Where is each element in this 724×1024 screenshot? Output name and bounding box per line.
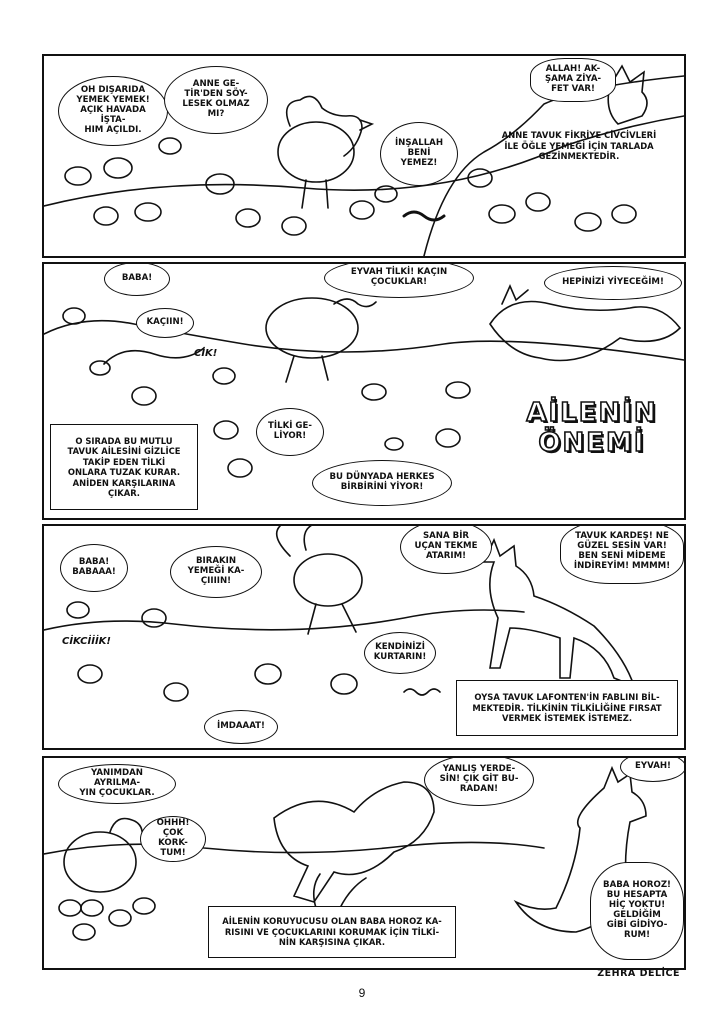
- title-line: ÖNEMİ: [538, 428, 646, 458]
- fox-speech-bubble: TAVUK KARDEŞ! NE GÜZEL SESİN VAR! BEN SENİ MİDEME İNDİREYİM! MMMM!: [560, 524, 684, 584]
- panel-1: [42, 54, 686, 258]
- chick-speech-bubble: BIRAKIN YEMEĞİ KA- ÇIIIIN!: [170, 546, 262, 598]
- panel-2: [42, 262, 686, 520]
- panel-3: [42, 524, 686, 750]
- panel-4: [42, 756, 686, 970]
- chick-speech-bubble: ANNE GE- TİR'DEN SÖY- LESEK OLMAZ MI?: [164, 66, 268, 134]
- artist-signature: ZEHRA DELİCE: [597, 968, 680, 979]
- chick-speech-bubble: TİLKİ GE- LİYOR!: [256, 408, 324, 456]
- narration-caption: O SIRADA BU MUTLU TAVUK AİLESİNİ GİZLİCE TAKİP EDEN TİLKİ ONLARA TUZAK KURAR. ANİDEN KARŞILARINA ÇIKAR.: [50, 424, 198, 510]
- narration-caption: OYSA TAVUK LAFONTEN'İN FABLINI BİL- MEKTEDİR. TİLKİNİN TİLKİLİĞİNE FIRSAT VERMEK İSTEMEK İSTEMEZ.: [456, 680, 678, 736]
- worm-speech-bubble: İNŞALLAH BENİ YEMEZ!: [380, 122, 458, 186]
- chick-speech-bubble: İMDAAAT!: [204, 710, 278, 744]
- chick-speech-bubble: BABA! BABAAA!: [60, 544, 128, 592]
- fox-speech-bubble: HEPİNİZİ YİYECEĞİM!: [544, 266, 682, 300]
- rooster-speech-bubble: YANLIŞ YERDE- SİN! ÇIK GİT BU- RADAN!: [424, 756, 534, 806]
- sound-effect: CİK!: [194, 348, 218, 359]
- chick-speech-bubble: KAÇIIN!: [136, 308, 194, 338]
- chapter-title: [512, 386, 672, 472]
- hen-speech-bubble: EYVAH TİLKİ! KAÇIN ÇOCUKLAR!: [324, 262, 474, 298]
- fox-speech-bubble: ALLAH! AK- ŞAMA ZİYA- FET VAR!: [530, 58, 616, 102]
- worms-speech-bubble: KENDİNİZİ KURTARIN!: [364, 632, 436, 674]
- chick-speech-bubble: BABA!: [104, 262, 170, 296]
- narration-caption: ANNE TAVUK FİKRİYE CİVCİVLERİ İLE ÖĞLE YEMEĞİ İÇİN TARLADA GEZİNMEKTEDİR.: [501, 130, 657, 162]
- page-number: 9: [358, 986, 366, 1000]
- chick-speech-bubble: OH DIŞARIDA YEMEK YEMEK! AÇIK HAVADA İŞTA- HIM AÇILDI.: [58, 76, 168, 146]
- chick-speech-bubble: OHHH! ÇOK KORK- TUM!: [140, 816, 206, 862]
- narration-caption: AİLENİN KORUYUCUSU OLAN BABA HOROZ KA- RISINI VE ÇOCUKLARINI KORUMAK İÇİN TİLKİ- NİN KARŞISINA ÇIKAR.: [208, 906, 456, 958]
- hen-speech-bubble: SANA BİR UÇAN TEKME ATARIM!: [400, 524, 492, 574]
- hen-speech-bubble: YANIMDAN AYRILMA- YIN ÇOCUKLAR.: [58, 764, 176, 804]
- fox-speech-bubble: EYVAH!: [620, 756, 686, 782]
- title-line: AİLENİN: [526, 398, 658, 429]
- worm-speech-bubble: BU DÜNYADA HERKES BİRBİRİNİ YİYOR!: [312, 460, 452, 506]
- fox-speech-bubble: BABA HOROZ! BU HESAPTA HİÇ YOKTU! GELDİĞİM GİBİ GİDİYO- RUM!: [590, 862, 684, 960]
- sound-effect: CİKCİİİK!: [62, 636, 111, 647]
